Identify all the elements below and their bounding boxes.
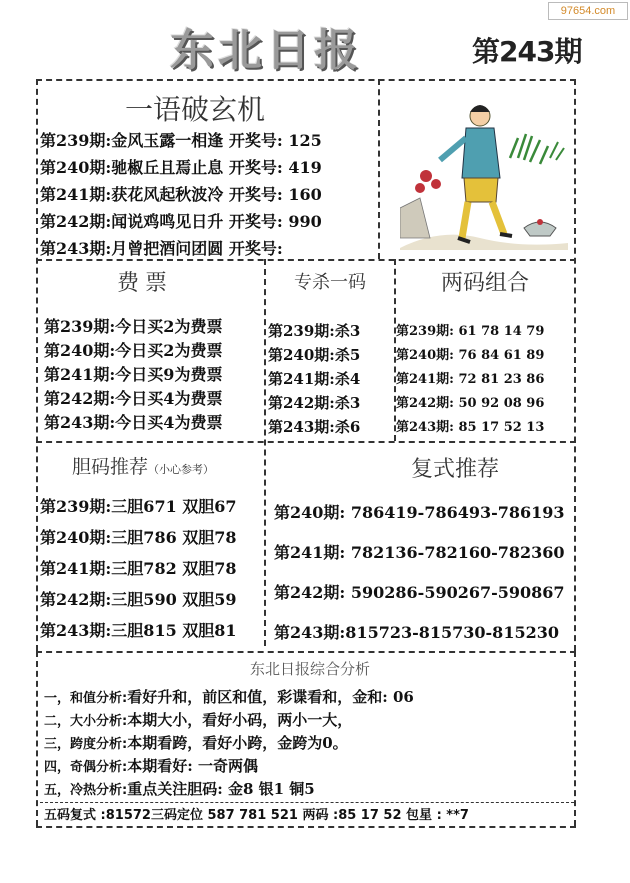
- analysis-row: [44, 686, 414, 709]
- newspaper-title: 东北日报: [170, 25, 362, 76]
- dan-line: 第243期:三胆815 双胆81: [40, 621, 237, 640]
- complex-line: 第243期:815723-815730-815230: [274, 623, 559, 642]
- pair-line: 第243期: 85 17 52 13: [396, 420, 545, 435]
- oracle-line: 第240期:驰椒丘且焉止息 开奖号: 419: [40, 158, 322, 177]
- kill-line: 第240期:杀5: [268, 346, 361, 364]
- farmer-illustration: [400, 98, 568, 250]
- pair-heading: 两码组合: [440, 271, 529, 296]
- complex-line: 第242期: 590286-590267-590867: [274, 583, 565, 602]
- oracle-line: 第239期:金风玉露一相逢 开奖号: 125: [40, 131, 322, 150]
- dan-heading-text: 胆码推荐: [72, 456, 149, 478]
- analysis-heading: 东北日报综合分析: [249, 660, 370, 678]
- kill-line: 第241期:杀4: [268, 370, 361, 388]
- analysis-key: 五，冷热分析:: [44, 783, 128, 798]
- pair-line: 第239期: 61 78 14 79: [396, 324, 545, 339]
- oracle-line: 第241期:获花风起秋波冷 开奖号: 160: [40, 185, 322, 204]
- kill-list: [268, 320, 360, 440]
- frame-left-bottom: [36, 651, 38, 826]
- analysis-footer-divider: [40, 802, 574, 803]
- analysis-key: 一，和值分析:: [44, 691, 128, 706]
- dan-list: [40, 494, 237, 649]
- fee-line: 第242期:今日买4为费票: [44, 389, 223, 408]
- pair-line: 第242期: 50 92 08 96: [396, 396, 545, 411]
- oracle-line: 第242期:闻说鸡鸣见日升 开奖号: 990: [40, 212, 322, 231]
- analysis-key: 二，大小分析:: [44, 714, 128, 729]
- frame-right: [574, 79, 576, 651]
- issue-number: 第243期: [472, 35, 582, 68]
- analysis-row: [44, 709, 414, 732]
- fee-line: 第240期:今日买2为费票: [44, 341, 223, 360]
- analysis-row: [44, 732, 414, 755]
- analysis-text: 本期看好: 一奇两偶: [127, 757, 258, 775]
- kill-heading: 专杀一码: [294, 272, 366, 293]
- analysis-text: 看好升和，前区和值，彩谍看和，金和: 06: [127, 688, 414, 706]
- frame-right-bottom: [574, 651, 576, 826]
- divider-fee: [264, 259, 266, 646]
- complex-line: 第240期: 786419-786493-786193: [274, 503, 565, 522]
- oracle-list: [40, 128, 322, 263]
- dan-line: 第241期:三胆782 双胆78: [40, 559, 237, 578]
- frame-top: [36, 79, 576, 81]
- analysis-list: [44, 686, 414, 801]
- complex-heading: 复式推荐: [410, 457, 499, 482]
- analysis-key: 四，奇偶分析:: [44, 760, 128, 775]
- dan-heading: [72, 452, 214, 479]
- pair-list: [396, 320, 544, 440]
- fee-line: 第239期:今日买2为费票: [44, 317, 223, 336]
- fee-line: 第241期:今日买9为费票: [44, 365, 223, 384]
- dan-line: 第240期:三胆786 双胆78: [40, 528, 237, 547]
- kill-line: 第239期:杀3: [268, 322, 361, 340]
- pair-line: 第241期: 72 81 23 86: [396, 372, 545, 387]
- dan-note: （小心参考）: [148, 463, 215, 476]
- oracle-line: 第243期:月曾把酒问团圆 开奖号:: [40, 239, 283, 258]
- analysis-footer: 五码复式 :81572三码定位 587 781 521 两码 :85 17 52 包星 : **7: [44, 808, 469, 823]
- divider-row2: [36, 441, 576, 443]
- complex-line: 第241期: 782136-782160-782360: [274, 543, 565, 562]
- kill-line: 第243期:杀6: [268, 418, 361, 436]
- fee-list: [44, 314, 222, 434]
- analysis-text: 本期大小，看好小码，两小一大，: [127, 711, 353, 729]
- kill-line: 第242期:杀3: [268, 394, 361, 412]
- analysis-key: 三，跨度分析:: [44, 737, 128, 752]
- fee-line: 第243期:今日买4为费票: [44, 413, 223, 432]
- complex-list: [274, 500, 565, 660]
- analysis-row: [44, 778, 414, 801]
- oracle-heading: 一语破玄机: [124, 93, 265, 126]
- analysis-row: [44, 755, 414, 778]
- pair-line: 第240期: 76 84 61 89: [396, 348, 545, 363]
- dan-line: 第242期:三胆590 双胆59: [40, 590, 237, 609]
- site-watermark: 97654.com: [548, 2, 628, 20]
- analysis-text: 重点关注胆码: 金8 银1 铜5: [127, 780, 315, 798]
- fee-heading: 费票: [116, 271, 173, 296]
- frame-left: [36, 79, 38, 651]
- dan-line: 第239期:三胆671 双胆67: [40, 497, 237, 516]
- analysis-text: 本期看跨，看好小跨，金跨为0。: [127, 734, 348, 752]
- divider-oracle: [378, 79, 380, 259]
- frame-bottom: [36, 826, 576, 828]
